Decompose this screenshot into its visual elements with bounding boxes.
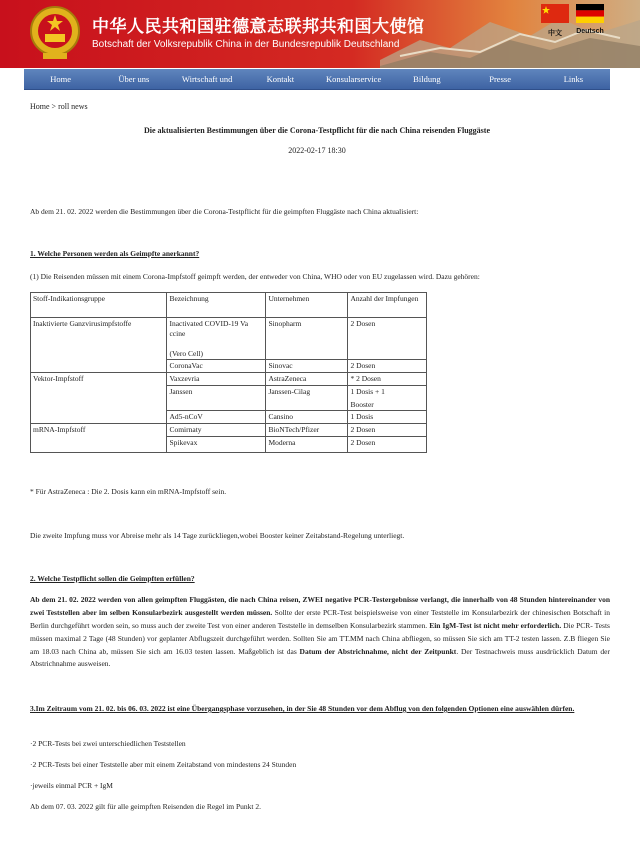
company-cell: Janssen-Cilag xyxy=(266,385,348,411)
company-cell: AstraZeneca xyxy=(266,373,348,386)
section-heading-1: 1. Welche Personen werden als Geimpfte anerkannt? xyxy=(30,249,200,258)
vaccine-name-cell xyxy=(167,318,266,360)
table-header-cell: Anzahl der Impfungen xyxy=(348,293,427,318)
second-dose-note: Die zweite Impfung muss vor Abreise mehr als 14 Tage zurückliegen,wobei Booster keiner Zeitabstand-Regelung unterliegt. xyxy=(30,531,405,540)
group-cell-continued xyxy=(31,436,167,453)
nav-links[interactable]: Links xyxy=(563,74,584,84)
section-2-text-part3: . Der Testnachweis muss ausdrücklich Datum der Abstrichnahme ausweisen. xyxy=(30,646,610,669)
section-2-bold-intro: Ab dem 21. 02. 2022 werden von allen geimpften Fluggästen, die nach China reisen, ZWEI negative PCR-Testergebnisse verlangt, die innerhalb von 48 Stunden hintereinander von zwei Teststellen aber im selben Konsularbezirk ausgestellt werden müssen. xyxy=(30,595,610,617)
table-header-cell: Unternehmen xyxy=(266,293,348,318)
doses-cell: * 2 Dosen xyxy=(348,373,427,386)
vaccine-name-detail: (Vero Cell) xyxy=(169,348,203,358)
vaccine-name-cell: Ad5-nCoV xyxy=(167,411,266,424)
nav-home[interactable]: Home xyxy=(50,74,72,84)
section-2-text-part2: Die PCR- Tests müssen maximal 2 Tage (48 Stunden) vor geplanter Abflugszeit durchgeführt werden. Sollten Sie am TT.MM nach China abfliegen, so müssen Sie sich am TT-2 testen lassen. Z.B fliegen Sie am 18.03 nach China ab, müssen Sie sich am 16.03 testen lassen. Maßgeblich ist das xyxy=(30,620,610,656)
germany-flag-icon xyxy=(576,4,604,23)
article-intro: Ab dem 21. 02. 2022 werden die Bestimmungen über die Corona-Testpflicht für die geimpften Fluggäste nach China aktualisiert: xyxy=(30,207,419,216)
nav-education[interactable]: Bildung xyxy=(413,74,441,84)
section-2-text-part1: Sollte der erste PCR-Test beispielsweise von einer Teststelle im Konsularbezirk der chinesischen Botschaft in Berlin durchgeführt worden sein, so muss auch der zweite Test von einer anderen Teststelle in demselben Konsularbezirk stammen. xyxy=(30,607,610,630)
nav-economy-trade[interactable]: Wirtschaft und Handel xyxy=(181,74,233,104)
doses-cell xyxy=(348,385,427,411)
nav-press[interactable]: Presse xyxy=(489,74,511,84)
table-header-cell: Bezeichnung xyxy=(167,293,266,318)
site-title-german: Botschaft der Volksrepublik China in der Bundesrepublik Deutschland xyxy=(92,39,400,50)
igm-not-required: Ein IgM-Test ist nicht mehr erforderlich. xyxy=(429,620,562,630)
option-2: ·2 PCR-Tests bei einer Teststelle aber mit einem Zeitabstand von mindestens 24 Stunden xyxy=(30,760,297,769)
table-row xyxy=(31,318,427,360)
language-label-german: Deutsch xyxy=(576,28,604,35)
company-cell: Cansino xyxy=(266,411,348,424)
vaccine-name-cell: Vaxzevria xyxy=(167,373,266,386)
site-header xyxy=(0,0,640,68)
option-3: ·jeweils einmal PCR + IgM xyxy=(30,781,113,790)
table-header-cell: Stoff-Indikationsgruppe xyxy=(31,293,167,318)
company-cell: Sinopharm xyxy=(266,318,348,360)
doses-cell: 2 Dosen xyxy=(348,360,427,373)
vaccine-name-cell: Janssen xyxy=(167,385,266,411)
nav-consular-service[interactable]: Konsularservice xyxy=(326,74,382,84)
language-label-chinese: 中文 xyxy=(548,30,562,37)
breadcrumb[interactable]: Home > roll news xyxy=(30,102,88,111)
company-cell: Sinovac xyxy=(266,360,348,373)
doses-cell: 1 Dosis xyxy=(348,411,427,424)
group-cell: mRNA-Impfstoff xyxy=(31,424,167,437)
section-2-text xyxy=(30,594,610,671)
doses-value: 1 Dosis + 1 xyxy=(350,386,385,396)
site-title-chinese: 中华人民共和国驻德意志联邦共和国大使馆 xyxy=(92,17,425,37)
swab-date-emphasis: Datum der Abstrichnahme, nicht der Zeitpunkt xyxy=(299,646,457,656)
closing-rule: Ab dem 07. 03. 2022 gilt für alle geimpften Reisenden die Regel im Punkt 2. xyxy=(30,802,262,811)
article-title: Die aktualisierten Bestimmungen über die Corona-Testpflicht für die nach China reisenden Fluggäste xyxy=(143,126,491,135)
astrazeneca-footnote: * Für AstraZeneca : Die 2. Dosis kann ein mRNA-Impfstoff sein. xyxy=(30,487,227,496)
nav-contact[interactable]: Kontakt xyxy=(266,74,295,84)
china-flag-icon xyxy=(541,4,569,23)
article-date: 2022-02-17 18:30 xyxy=(288,146,346,155)
vaccine-name: Inactivated COVID-19 Va ccine xyxy=(169,319,249,338)
doses-cell: 2 Dosen xyxy=(348,436,427,453)
language-switch-chinese[interactable] xyxy=(540,4,570,38)
nav-about[interactable]: Über uns xyxy=(118,74,150,84)
table-row xyxy=(31,373,427,386)
section-1-text: (1) Die Reisenden müssen mit einem Corona-Impfstoff geimpft werden, der entweder von China, WHO oder von EU zugelassen wird. Dazu gehören: xyxy=(30,272,480,281)
doses-cell: 2 Dosen xyxy=(348,424,427,437)
vaccine-name-cell: CoronaVac xyxy=(167,360,266,373)
group-cell: Inaktivierte Ganzvirusimpfstoffe xyxy=(31,318,167,360)
table-row xyxy=(31,436,427,453)
table-row xyxy=(31,385,427,411)
company-cell: BioNTech/Pfizer xyxy=(266,424,348,437)
table-row xyxy=(31,411,427,424)
group-cell-continued xyxy=(31,360,167,373)
doses-cell: 2 Dosen xyxy=(348,318,427,360)
language-switch-german[interactable] xyxy=(575,4,605,35)
national-emblem-icon xyxy=(28,4,82,62)
company-cell: Moderna xyxy=(266,436,348,453)
vaccine-name-cell: Spikevax xyxy=(167,436,266,453)
group-cell-continued xyxy=(31,411,167,424)
main-navigation xyxy=(24,69,610,104)
group-cell-continued xyxy=(31,385,167,411)
vaccine-name-cell: Comirnaty xyxy=(167,424,266,437)
option-1: ·2 PCR-Tests bei zwei unterschiedlichen Teststellen xyxy=(30,739,186,748)
table-row xyxy=(31,424,427,437)
section-heading-3: 3.Im Zeitraum vom 21. 02. bis 06. 03. 2022 ist eine Übergangsphase vorzusehen, in der Sie 48 Stunden vor dem Abflug von den folgenden Optionen eine auswählen dürfen. xyxy=(30,704,575,713)
vaccine-table xyxy=(30,292,427,453)
doses-value-booster: Booster xyxy=(350,399,374,409)
section-heading-2: 2. Welche Testpflicht sollen die Geimpften erfüllen? xyxy=(30,574,195,583)
table-row xyxy=(31,360,427,373)
group-cell: Vektor-Impfstoff xyxy=(31,373,167,386)
table-header-row xyxy=(31,293,427,318)
